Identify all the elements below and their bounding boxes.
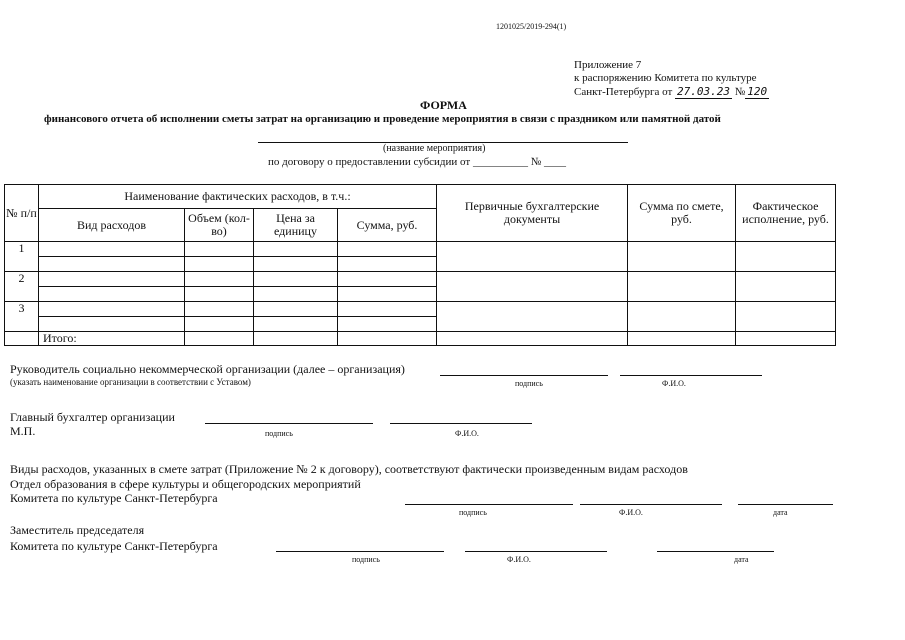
table-cell[interactable] — [338, 332, 437, 346]
accountant-label: Главный бухгалтер организации — [10, 410, 175, 424]
dept-fio-line[interactable] — [580, 504, 722, 505]
table-cell[interactable] — [185, 242, 254, 257]
deputy-signature-caption: подпись — [352, 555, 380, 564]
deputy-line-1: Заместитель председателя — [10, 523, 145, 537]
head-label: Руководитель социально некоммерческой организации (далее – организация) — [10, 362, 405, 376]
deputy-date-caption: дата — [734, 555, 749, 564]
table-cell[interactable] — [437, 302, 628, 332]
appendix-line-2: к распоряжению Комитета по культуре — [574, 72, 757, 84]
accountant-signature-caption: подпись — [265, 429, 293, 438]
table-cell[interactable] — [39, 242, 185, 257]
table-cell[interactable] — [254, 242, 338, 257]
appendix-date-prefix: Санкт-Петербурга от — [574, 86, 673, 98]
table-cell[interactable] — [185, 302, 254, 317]
appendix-date-handwritten: 27.03.23 — [677, 85, 731, 98]
appendix-line-1: Приложение 7 — [574, 59, 642, 71]
deputy-line-2: Комитета по культуре Санкт-Петербурга — [10, 539, 218, 553]
dept-date-caption: дата — [773, 508, 788, 517]
deputy-date-line[interactable] — [657, 551, 774, 552]
header-price: Цена за единицу — [254, 209, 338, 242]
table-cell[interactable] — [254, 287, 338, 302]
accountant-signature-line[interactable] — [205, 423, 373, 424]
table-cell[interactable] — [736, 242, 836, 272]
appendix-number-handwritten: 120 — [747, 85, 768, 98]
head-signature-line[interactable] — [440, 375, 608, 376]
table-cell[interactable] — [628, 242, 736, 272]
header-estimate: Сумма по смете, руб. — [628, 185, 736, 242]
table-cell[interactable] — [338, 317, 437, 332]
table-cell[interactable] — [254, 317, 338, 332]
header-type: Вид расходов — [39, 209, 185, 242]
deputy-fio-line[interactable] — [465, 551, 607, 552]
table-cell[interactable] — [254, 257, 338, 272]
table-cell[interactable] — [338, 257, 437, 272]
dept-line-2: Комитета по культуре Санкт-Петербурга — [10, 491, 218, 505]
table-cell[interactable] — [338, 287, 437, 302]
deputy-fio-caption: Ф.И.О. — [507, 555, 531, 564]
contract-line: по договору о предоставлении субсидии от __________ № ____ — [268, 156, 566, 168]
head-fio-line[interactable] — [620, 375, 762, 376]
table-cell[interactable] — [254, 302, 338, 317]
table-cell[interactable] — [254, 332, 338, 346]
table-cell[interactable] — [628, 332, 736, 346]
row-number: 3 — [5, 302, 39, 332]
report-table — [4, 184, 836, 346]
table-cell[interactable] — [338, 272, 437, 287]
table-cell[interactable] — [185, 317, 254, 332]
seal-label: М.П. — [10, 424, 36, 438]
table-cell[interactable] — [437, 332, 628, 346]
form-subtitle: финансового отчета об исполнении сметы затрат на организацию и проведение мероприятия в связи с праздником или памятной датой — [44, 113, 721, 125]
table-cell[interactable] — [628, 302, 736, 332]
header-num: № п/п — [5, 185, 39, 242]
dept-date-line[interactable] — [738, 504, 833, 505]
accountant-fio-line[interactable] — [390, 423, 532, 424]
table-cell[interactable] — [185, 272, 254, 287]
table-cell[interactable] — [39, 287, 185, 302]
header-docs: Первичные бухгалтерские документы — [437, 185, 628, 242]
table-cell[interactable] — [254, 272, 338, 287]
dept-line-1: Отдел образования в сфере культуры и общегородских мероприятий — [10, 477, 361, 491]
appendix-number-prefix: № — [734, 86, 746, 98]
table-cell[interactable] — [437, 272, 628, 302]
head-signature-caption: подпись — [515, 379, 543, 388]
table-cell[interactable] — [39, 272, 185, 287]
statement-text: Виды расходов, указанных в смете затрат (Приложение № 2 к договору), соответствуют фактически произведенным видам расходов — [10, 462, 688, 476]
table-cell[interactable] — [185, 257, 254, 272]
dept-fio-caption: Ф.И.О. — [619, 508, 643, 517]
accountant-fio-caption: Ф.И.О. — [455, 429, 479, 438]
document-number: 1201025/2019-294(1) — [496, 22, 567, 31]
total-label: Итого: — [39, 332, 185, 346]
deputy-signature-line[interactable] — [276, 551, 444, 552]
head-note: (указать наименование организации в соответствии с Уставом) — [10, 377, 251, 387]
form-title: ФОРМА — [420, 98, 467, 112]
header-sum: Сумма, руб. — [338, 209, 437, 242]
head-fio-caption: Ф.И.О. — [662, 379, 686, 388]
table-cell[interactable] — [39, 257, 185, 272]
table-cell[interactable] — [338, 242, 437, 257]
table-cell[interactable] — [736, 302, 836, 332]
table-cell — [5, 332, 39, 346]
event-name-caption: (название мероприятия) — [383, 143, 486, 154]
appendix-line-3 — [574, 85, 769, 98]
table-cell[interactable] — [39, 302, 185, 317]
dept-signature-caption: подпись — [459, 508, 487, 517]
table-cell[interactable] — [338, 302, 437, 317]
header-actual: Фактическое исполнение, руб. — [736, 185, 836, 242]
table-cell[interactable] — [39, 317, 185, 332]
header-volume: Объем (кол-во) — [185, 209, 254, 242]
row-number: 1 — [5, 242, 39, 272]
table-cell[interactable] — [736, 332, 836, 346]
table-cell[interactable] — [185, 332, 254, 346]
table-cell[interactable] — [628, 272, 736, 302]
row-number: 2 — [5, 272, 39, 302]
table-cell[interactable] — [185, 287, 254, 302]
dept-signature-line[interactable] — [405, 504, 573, 505]
header-group: Наименование фактических расходов, в т.ч.: — [39, 185, 437, 209]
table-cell[interactable] — [437, 242, 628, 272]
table-cell[interactable] — [736, 272, 836, 302]
